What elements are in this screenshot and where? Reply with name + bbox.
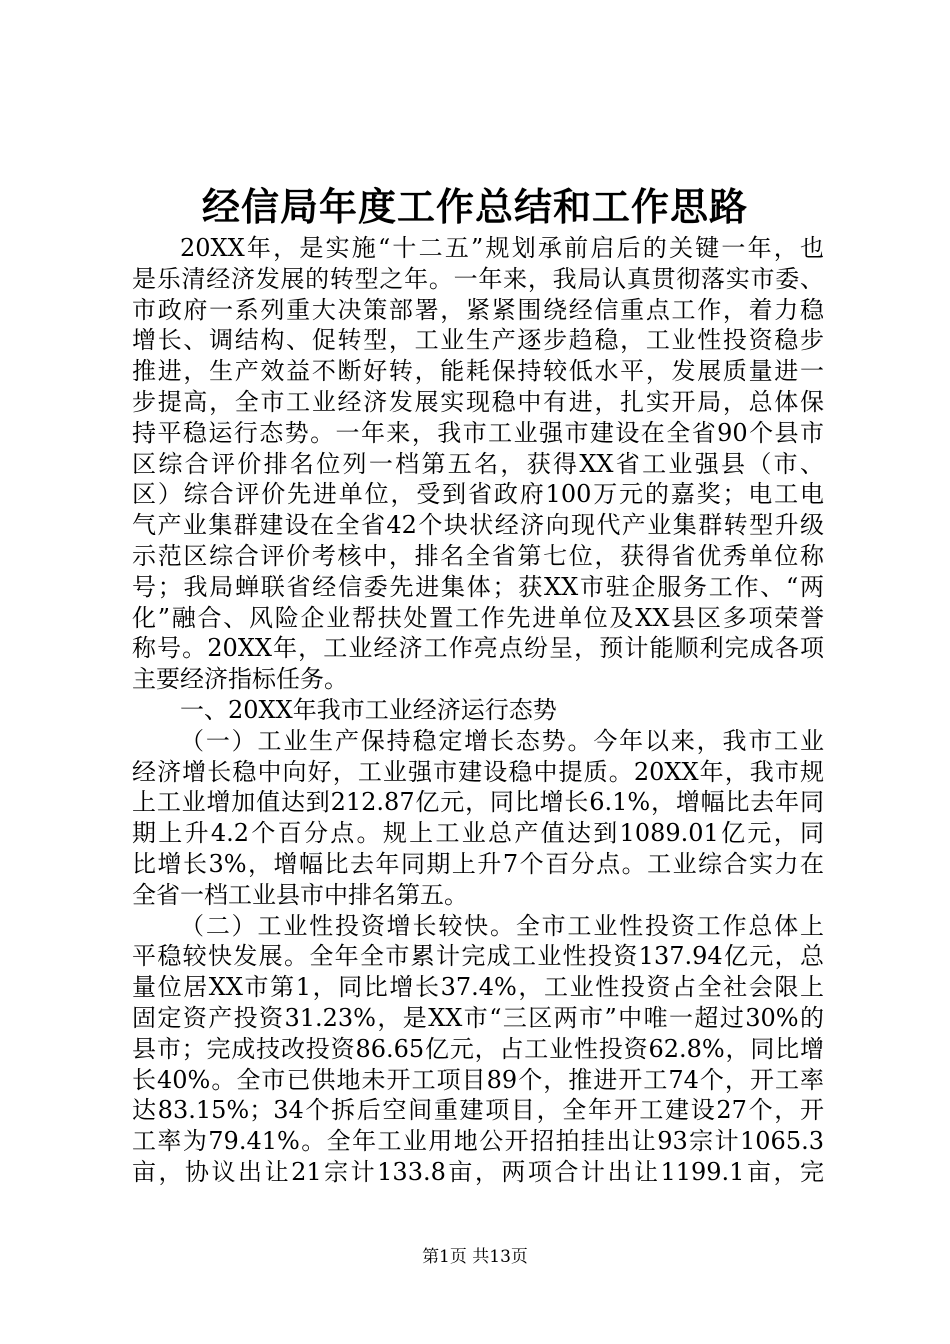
text-line: 平稳较快发展。全年全市累计完成工业性投资137.94亿元，总	[132, 942, 824, 971]
text-line: 上工业增加值达到212.87亿元，同比增长6.1%，增幅比去年同	[132, 788, 824, 817]
page-number-footer: 第1页 共13页	[422, 1247, 528, 1267]
text-line: 工率为79.41%。全年工业用地公开招拍挂出让93宗计1065.3	[132, 1127, 824, 1156]
text-line: 区）综合评价先进单位，受到省政府100万元的嘉奖；电工电	[132, 480, 824, 509]
document-body	[132, 233, 824, 1188]
section-heading: 一、20XX年我市工业经济运行态势	[180, 695, 557, 724]
text-line: 市政府一系列重大决策部署，紧紧围绕经信重点工作，着力稳	[132, 295, 824, 324]
text-line: 期上升4.2个百分点。规上工业总产值达到1089.01亿元，同	[132, 819, 824, 848]
text-line: 称号。20XX年，工业经济工作亮点纷呈，预计能顺利完成各项	[132, 634, 824, 663]
text-line: 达83.15%；34个拆后空间重建项目，全年开工建设27个，开	[132, 1096, 824, 1125]
text-line: 固定资产投资31.23%，是XX市“三区两市”中唯一超过30%的	[132, 1003, 824, 1032]
text-line: 区综合评价排名位列一档第五名，获得XX省工业强县（市、	[132, 449, 824, 478]
text-line: 化”融合、风险企业帮扶处置工作先进单位及XX县区多项荣誉	[132, 603, 824, 632]
text-line: 是乐清经济发展的转型之年。一年来，我局认真贯彻落实市委、	[132, 264, 824, 293]
text-line: 气产业集群建设在全省42个块状经济向现代产业集群转型升级	[132, 511, 824, 540]
text-line: 增长、调结构、促转型，工业生产逐步趋稳，工业性投资稳步	[132, 326, 824, 355]
text-line: 推进，生产效益不断好转，能耗保持较低水平，发展质量进一	[132, 357, 824, 386]
text-line: （一）工业生产保持稳定增长态势。今年以来，我市工业	[180, 726, 824, 755]
text-line: 比增长3%，增幅比去年同期上升7个百分点。工业综合实力在	[132, 849, 824, 878]
text-line: 经济增长稳中向好，工业强市建设稳中提质。20XX年，我市规	[132, 757, 824, 786]
text-line: 全省一档工业县市中排名第五。	[132, 880, 468, 909]
document-title: 经信局年度工作总结和工作思路	[201, 184, 748, 229]
text-line: 亩，协议出让21宗计133.8亩，两项合计出让1199.1亩，完	[132, 1157, 824, 1186]
text-line: 长40%。全市已供地未开工项目89个，推进开工74个，开工率	[132, 1065, 824, 1094]
text-line: 号；我局蝉联省经信委先进集体；获XX市驻企服务工作、“两	[132, 572, 824, 601]
text-line: 量位居XX市第1，同比增长37.4%，工业性投资占全社会限上	[132, 973, 824, 1002]
text-line: （二）工业性投资增长较快。全市工业性投资工作总体上	[180, 911, 824, 940]
text-line: 步提高，全市工业经济发展实现稳中有进，扎实开局，总体保	[132, 387, 824, 416]
text-line: 持平稳运行态势。一年来，我市工业强市建设在全省90个县市	[132, 418, 824, 447]
text-line: 主要经济指标任务。	[132, 665, 348, 694]
text-line: 县市；完成技改投资86.65亿元，占工业性投资62.8%，同比增	[132, 1034, 824, 1063]
text-line: 20XX年，是实施“十二五”规划承前启后的关键一年，也	[180, 234, 824, 262]
text-line: 示范区综合评价考核中，排名全省第七位，获得省优秀单位称	[132, 541, 824, 570]
